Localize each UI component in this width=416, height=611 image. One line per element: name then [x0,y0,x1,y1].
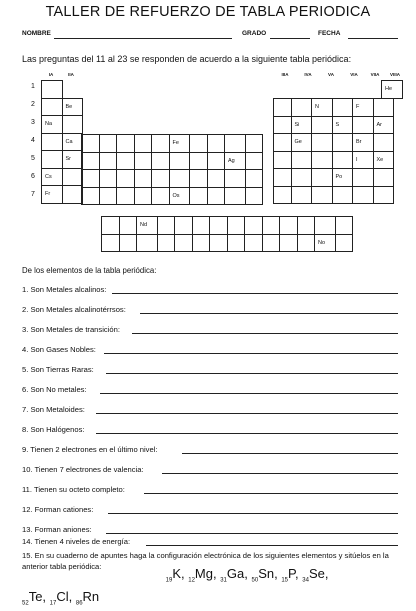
cell[interactable] [245,135,263,153]
cell[interactable] [225,170,246,188]
nombre-field[interactable] [54,38,232,39]
cell[interactable] [297,217,315,235]
element-mg: $_{12}$Mg, [188,566,217,584]
cell[interactable] [42,151,63,169]
cell[interactable] [99,170,117,188]
cell[interactable] [99,135,117,153]
period-number: 6 [31,173,35,180]
question-8: 8. Son Halógenos: [22,425,85,434]
cell[interactable] [262,234,280,252]
element-po[interactable]: Po [332,169,353,187]
element-f[interactable]: F [353,99,374,117]
answer-line-1[interactable] [112,293,398,294]
cell[interactable] [190,170,208,188]
cell[interactable] [62,186,83,204]
cell[interactable] [312,134,333,152]
element-no[interactable]: No [315,234,336,252]
cell[interactable] [373,186,394,204]
element-xe[interactable]: Xe [373,151,394,169]
question-11: 11. Tienen su octeto completo: [22,485,125,494]
cell[interactable] [373,169,394,187]
question-6: 6. Son No metales: [22,385,87,394]
cell[interactable] [207,135,225,153]
periodic-table-he-cell [381,80,403,99]
cell[interactable] [157,217,175,235]
cell[interactable] [245,217,263,235]
element-ga: $_{31}$Ga, [220,566,248,584]
element-te: $_{52}$Te, [22,588,47,607]
period-number: 3 [31,119,35,126]
cell[interactable] [332,134,353,152]
cell[interactable] [245,170,263,188]
cell[interactable] [117,170,135,188]
cell[interactable] [99,152,117,170]
cell[interactable] [82,135,100,153]
element-he[interactable]: He [382,81,403,99]
cell[interactable] [134,170,152,188]
element-ge[interactable]: Ge [291,134,312,152]
cell[interactable] [227,234,245,252]
question-5: 5. Son Tierras Raras: [22,365,94,374]
answer-line-8[interactable] [96,433,398,434]
question-2: 2. Son Metales alcalinotérrsos: [22,305,126,314]
cell[interactable] [274,186,292,204]
fecha-field[interactable] [348,38,398,39]
group-label-16: VIA [350,72,358,77]
grado-field[interactable] [270,38,310,39]
answer-line-13[interactable] [106,533,398,534]
section-title: De los elementos de la tabla periódica: [22,266,157,275]
element-os[interactable]: Os [169,187,190,205]
cell[interactable] [175,217,193,235]
element-se: $_{34}$Se, [302,566,329,584]
cell[interactable] [62,116,83,134]
cell[interactable] [134,135,152,153]
answer-line-6[interactable] [100,393,398,394]
spacer [62,81,83,99]
cell[interactable] [152,152,170,170]
cell[interactable] [210,217,228,235]
cell[interactable] [227,217,245,235]
element-fr[interactable]: Fr [42,186,63,204]
question-4: 4. Son Gases Nobles: [22,345,96,354]
period-number: 5 [31,155,35,162]
cell[interactable] [152,187,170,205]
group-label-17: VIIA [370,72,380,77]
element-si[interactable]: Si [291,116,312,134]
question-13: 13. Forman aniones: [22,525,92,534]
periodic-table-left-block [41,80,83,204]
cell[interactable] [262,217,280,235]
cell[interactable] [274,134,292,152]
question-12: 12. Forman cationes: [22,505,94,514]
cell[interactable] [152,135,170,153]
cell[interactable] [274,151,292,169]
question-1: 1. Son Metales alcalinos: [22,285,107,294]
period-number: 7 [31,191,35,198]
cell[interactable] [207,152,225,170]
answer-line-9[interactable] [182,453,398,454]
element-sr[interactable]: Sr [62,151,83,169]
element-cs[interactable]: Cs [42,168,63,186]
element-ar[interactable]: Ar [373,116,394,134]
cell[interactable] [332,99,353,117]
cell[interactable] [353,186,374,204]
cell[interactable] [190,187,208,205]
period-number: 1 [31,83,35,90]
cell[interactable] [42,81,63,99]
cell[interactable] [192,234,210,252]
cell[interactable] [119,217,137,235]
page-title: TALLER DE REFUERZO DE TABLA PERIODICA [45,4,371,20]
grado-label: GRADO [242,30,267,37]
answer-line-11[interactable] [144,493,398,494]
cell[interactable] [117,135,135,153]
periodic-table-transition-block [81,134,263,205]
answer-line-2[interactable] [140,313,398,314]
cell[interactable] [42,98,63,116]
cell[interactable] [291,99,312,117]
cell[interactable] [82,187,100,205]
cell[interactable] [373,99,394,117]
cell[interactable] [82,170,100,188]
cell[interactable] [312,116,333,134]
cell[interactable] [207,170,225,188]
cell[interactable] [274,116,292,134]
cell[interactable] [274,99,292,117]
cell[interactable] [280,234,298,252]
cell[interactable] [169,170,190,188]
period-number: 2 [31,101,35,108]
cell[interactable] [137,234,158,252]
cell[interactable] [82,152,100,170]
nombre-label: NOMBRE [22,30,51,37]
element-nd[interactable]: Nd [137,217,158,235]
answer-line-7[interactable] [96,413,398,414]
cell[interactable] [157,234,175,252]
cell[interactable] [335,234,353,252]
question-7: 7. Son Metaloides: [22,405,85,414]
cell[interactable] [297,234,315,252]
answer-line-14[interactable] [146,545,398,546]
cell[interactable] [312,169,333,187]
cell[interactable] [117,152,135,170]
group-label-18: VIIIA [389,72,400,77]
cell[interactable] [315,217,336,235]
cell[interactable] [353,169,374,187]
element-n[interactable]: N [312,99,333,117]
group-label-1: IA [48,72,54,77]
question-15: 15. En su cuaderno de apuntes haga la configuración electrónica de los siguientes elementos y sitúelos en la anterior tabla periódica: [22,551,389,571]
element-rn: $_{86}$Rn [75,588,100,607]
cell[interactable] [291,169,312,187]
periodic-table-right-block [273,98,394,204]
config-elements-list [22,566,406,611]
group-label-2: IIA [68,72,74,77]
question-10: 10. Tienen 7 electrones de valencia: [22,465,144,474]
cell[interactable] [102,217,120,235]
cell[interactable] [245,152,263,170]
answer-line-12[interactable] [108,513,398,514]
element-k: $_{19}$K, [165,566,185,584]
cell[interactable] [225,187,246,205]
cell[interactable] [225,135,246,153]
cell[interactable] [291,151,312,169]
cell[interactable] [102,234,120,252]
cell[interactable] [175,234,193,252]
group-label-14: IVA [304,72,312,77]
period-number: 4 [31,137,35,144]
cell[interactable] [312,186,333,204]
cell[interactable] [190,135,208,153]
cell[interactable] [192,217,210,235]
cell[interactable] [353,116,374,134]
cell[interactable] [42,133,63,151]
cell[interactable] [373,134,394,152]
cell[interactable] [280,217,298,235]
element-s[interactable]: S [332,116,353,134]
cell[interactable] [332,186,353,204]
periodic-table-f-block [101,216,353,252]
cell[interactable] [152,170,170,188]
cell[interactable] [312,151,333,169]
question-9: 9. Tienen 2 electrones en el último nivel: [22,445,158,454]
element-ag[interactable]: Ag [225,152,246,170]
cell[interactable] [274,169,292,187]
cell[interactable] [134,152,152,170]
answer-line-5[interactable] [106,373,398,374]
intro-text: Las preguntas del 11 al 23 se responden de acuerdo a la siguiente tabla periódica: [22,54,352,64]
element-p: $_{15}$P, [281,566,299,584]
cell[interactable] [332,151,353,169]
element-na[interactable]: Na [42,116,63,134]
group-label-13: IIIA [281,72,289,77]
group-label-15: VA [328,72,334,77]
element-br[interactable]: Br [353,134,374,152]
answer-line-10[interactable] [162,473,398,474]
question-14: 14. Tienen 4 niveles de energía: [22,537,131,546]
cell[interactable] [291,186,312,204]
element-ca[interactable]: Ca [62,133,83,151]
cell[interactable] [207,187,225,205]
element-cl: $_{17}$Cl, [49,588,73,607]
cell[interactable] [335,217,353,235]
cell[interactable] [119,234,137,252]
cell[interactable] [169,152,190,170]
cell[interactable] [245,234,263,252]
element-fe[interactable]: Fe [169,135,190,153]
cell[interactable] [62,168,83,186]
answer-line-3[interactable] [132,333,398,334]
fecha-label: FECHA [318,30,341,37]
answer-line-4[interactable] [104,353,398,354]
question-3: 3. Son Metales de transición: [22,325,120,334]
cell[interactable] [210,234,228,252]
cell[interactable] [99,187,117,205]
element-sn: $_{50}$Sn, [251,566,278,584]
element-i[interactable]: I [353,151,374,169]
element-be[interactable]: Be [62,98,83,116]
cell[interactable] [190,152,208,170]
cell[interactable] [134,187,152,205]
cell[interactable] [117,187,135,205]
cell[interactable] [245,187,263,205]
